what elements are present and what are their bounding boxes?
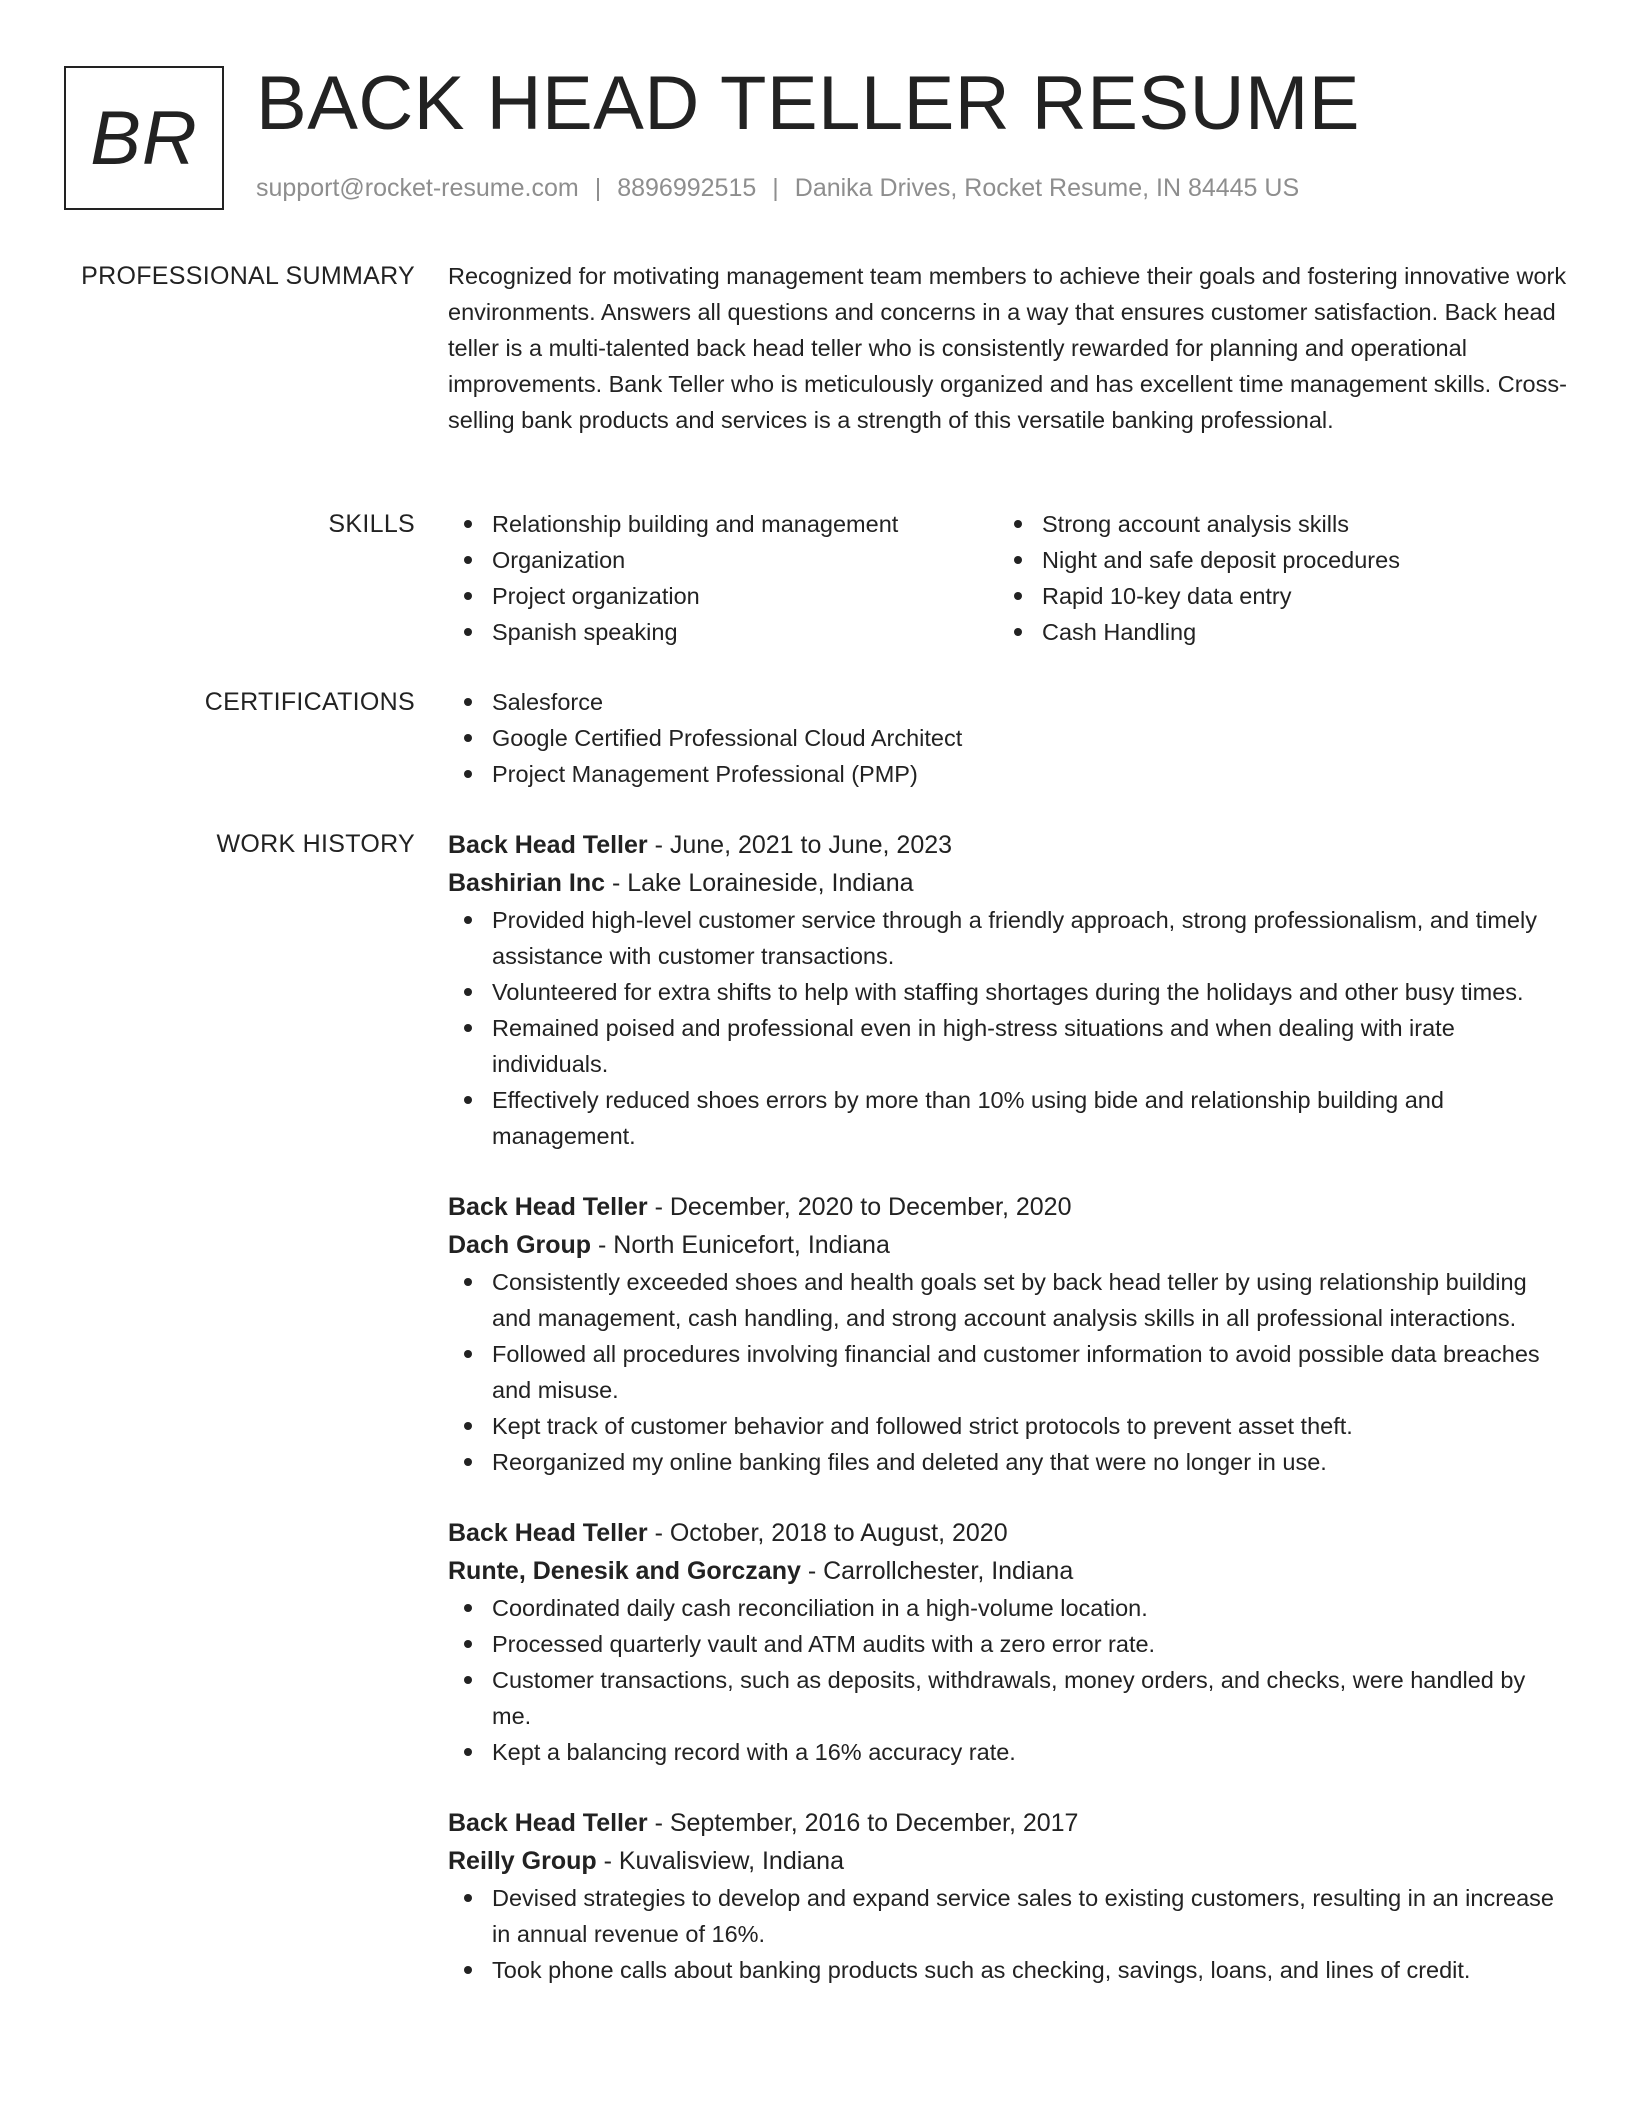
list-item: Volunteered for extra shifts to help with staffing shortages during the holidays and other busy times. — [448, 974, 1568, 1010]
job-company-line — [448, 1842, 1568, 1880]
job-company: Runte, Denesik and Gorczany — [448, 1557, 801, 1585]
job-title: Back Head Teller — [448, 1809, 648, 1837]
list-item: Devised strategies to develop and expand service sales to existing customers, resulting in an increase in annual revenue of 16%. — [448, 1880, 1568, 1952]
job-title: Back Head Teller — [448, 1519, 648, 1547]
section-label-work-history: WORK HISTORY — [216, 830, 415, 858]
list-item: Relationship building and management — [448, 506, 998, 542]
list-item: Coordinated daily cash reconciliation in a high-volume location. — [448, 1590, 1568, 1626]
list-item: Provided high-level customer service through a friendly approach, strong professionalism, and timely assistance with customer transactions. — [448, 902, 1568, 974]
job-title-line — [448, 1514, 1568, 1552]
job-company-line — [448, 1226, 1568, 1264]
job-company: Bashirian Inc — [448, 869, 605, 897]
list-item: Night and safe deposit procedures — [998, 542, 1548, 578]
list-item: Salesforce — [448, 684, 1568, 720]
summary-text: Recognized for motivating management team members to achieve their goals and fostering innovative work environments. Answers all questions and concerns in a way that ensures customer satisfaction. Back head teller is a multi-talented back head teller who is consistently rewarded for planning and operational improvements. Bank Teller who is meticulously organized and has excellent time management skills. Cross-selling bank products and services is a strength of this versatile banking professional. — [448, 263, 1567, 433]
job-title: Back Head Teller — [448, 831, 648, 859]
job-entry — [448, 1188, 1568, 1480]
job-company-line — [448, 1552, 1568, 1590]
job-location: - Kuvalisview, Indiana — [596, 1847, 844, 1875]
job-bullets — [448, 902, 1568, 1154]
job-bullets — [448, 1264, 1568, 1480]
job-title: Back Head Teller — [448, 1193, 648, 1221]
job-dates: - October, 2018 to August, 2020 — [647, 1519, 1008, 1547]
list-item: Rapid 10-key data entry — [998, 578, 1548, 614]
certifications-list — [448, 684, 1568, 792]
contact-email: support@rocket-resume.com — [256, 174, 579, 202]
list-item: Remained poised and professional even in high-stress situations and when dealing with irate individuals. — [448, 1010, 1568, 1082]
skills-body — [448, 506, 1568, 650]
contact-separator: | — [772, 174, 779, 202]
certifications-body — [448, 684, 1568, 792]
list-item: Project Management Professional (PMP) — [448, 756, 1568, 792]
job-location: - Carrollchester, Indiana — [800, 1557, 1074, 1585]
job-entry — [448, 826, 1568, 1154]
contact-phone: 8896992515 — [617, 174, 757, 202]
section-label-summary: PROFESSIONAL SUMMARY — [81, 262, 415, 290]
contact-address: Danika Drives, Rocket Resume, IN 84445 US — [794, 174, 1300, 202]
job-location: - Lake Loraineside, Indiana — [605, 869, 914, 897]
job-company: Dach Group — [448, 1231, 592, 1259]
list-item: Kept track of customer behavior and followed strict protocols to prevent asset theft. — [448, 1408, 1568, 1444]
job-bullets — [448, 1590, 1568, 1770]
job-dates: - September, 2016 to December, 2017 — [647, 1809, 1079, 1837]
job-title-line — [448, 826, 1568, 864]
work-history-body — [448, 826, 1568, 2022]
list-item: Google Certified Professional Cloud Architect — [448, 720, 1568, 756]
list-item: Strong account analysis skills — [998, 506, 1548, 542]
list-item: Customer transactions, such as deposits, withdrawals, money orders, and checks, were handled by me. — [448, 1662, 1568, 1734]
list-item: Effectively reduced shoes errors by more than 10% using bide and relationship building and management. — [448, 1082, 1568, 1154]
list-item: Reorganized my online banking files and deleted any that were no longer in use. — [448, 1444, 1568, 1480]
section-label-certifications: CERTIFICATIONS — [204, 688, 415, 716]
contact-line — [256, 174, 1299, 203]
job-company: Reilly Group — [448, 1847, 597, 1875]
summary-body — [448, 258, 1568, 438]
job-entry — [448, 1514, 1568, 1770]
job-entry — [448, 1804, 1568, 1988]
contact-separator: | — [594, 174, 602, 202]
job-title-line — [448, 1188, 1568, 1226]
job-dates: - June, 2021 to June, 2023 — [647, 831, 953, 859]
list-item: Followed all procedures involving financial and customer information to avoid possible data breaches and misuse. — [448, 1336, 1568, 1408]
job-dates: - December, 2020 to December, 2020 — [647, 1193, 1072, 1221]
list-item: Processed quarterly vault and ATM audits with a zero error rate. — [448, 1626, 1568, 1662]
list-item: Spanish speaking — [448, 614, 998, 650]
list-item: Kept a balancing record with a 16% accuracy rate. — [448, 1734, 1568, 1770]
page-title: BACK HEAD TELLER RESUME — [256, 61, 1360, 146]
list-item: Project organization — [448, 578, 998, 614]
skills-column-1 — [448, 506, 998, 650]
job-title-line — [448, 1804, 1568, 1842]
section-label-skills: SKILLS — [328, 510, 415, 538]
job-location: - North Eunicefort, Indiana — [591, 1231, 890, 1259]
monogram-logo: BR — [64, 66, 224, 210]
list-item: Cash Handling — [998, 614, 1548, 650]
list-item: Organization — [448, 542, 998, 578]
list-item: Consistently exceeded shoes and health goals set by back head teller by using relationship building and management, cash handling, and strong account analysis skills in all professional interactions. — [448, 1264, 1568, 1336]
job-company-line — [448, 864, 1568, 902]
skills-column-2 — [998, 506, 1548, 650]
job-bullets — [448, 1880, 1568, 1988]
list-item: Took phone calls about banking products such as checking, savings, loans, and lines of credit. — [448, 1952, 1568, 1988]
